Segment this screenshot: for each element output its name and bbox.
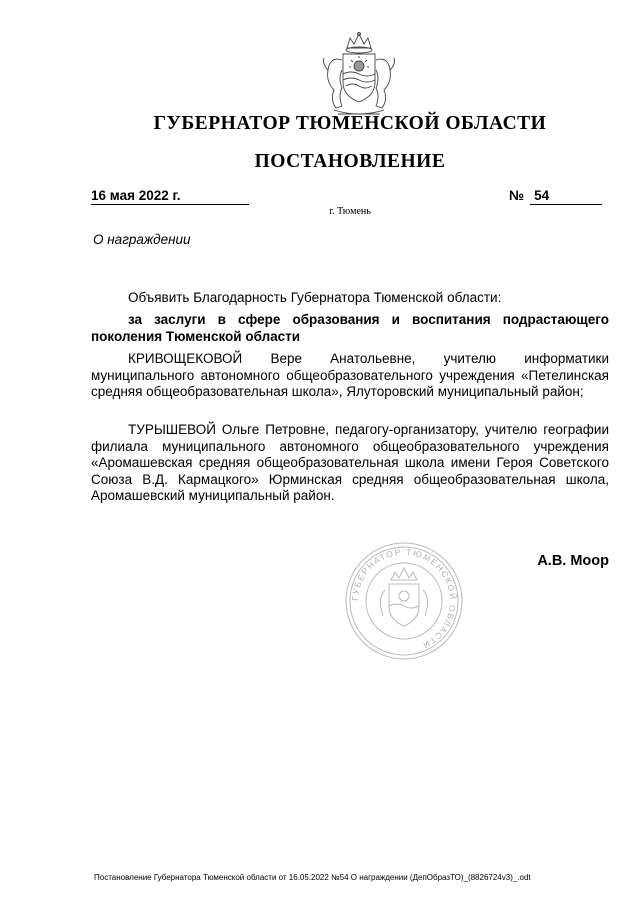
- paragraph-announcement: Объявить Благодарность Губернатора Тюменской области:: [128, 290, 502, 305]
- governor-title: ГУБЕРНАТОР ТЮМЕНСКОЙ ОБЛАСТИ: [153, 113, 547, 134]
- paragraph-awardee-2: ТУРЫШЕВОЙ Ольге Петровне, педагогу-организатору, учителю географии филиала муниципального автономного общеобразовательного учреждения «Аромашевская средняя общеобразовательная школа имени Героя Советского Союза В.Д. Кармацкого» Юрминская средняя общеобразовательная школа, Аромашевский муниципальный район.: [91, 422, 609, 503]
- seal-text: ГУБЕРНАТОР ТЮМЕНСКОЙ ОБЛАСТИ: [349, 546, 459, 651]
- document-date: 16 мая 2022 г.: [91, 188, 249, 205]
- document-type-title: ПОСТАНОВЛЕНИЕ: [254, 151, 446, 172]
- document-number: [509, 188, 602, 204]
- number-label: №: [509, 188, 525, 203]
- city-label: г. Тюмень: [329, 206, 371, 217]
- signature-name: А.В. Моор: [537, 553, 609, 569]
- number-value: 54: [530, 188, 602, 205]
- coat-of-arms-icon: [316, 30, 402, 120]
- footer-filename: Постановление Губернатора Тюменской области от 16.05.2022 №54 О награждении (ДепОбразТО)_(8826724v3)_.odt: [94, 873, 531, 882]
- document-subject: О награждении: [93, 232, 191, 247]
- official-seal-icon: [343, 540, 465, 662]
- paragraph-merit: за заслуги в сфере образования и воспитания подрастающего поколения Тюменской области: [91, 312, 609, 344]
- paragraph-awardee-1: КРИВОЩЕКОВОЙ Вере Анатольевне, учителю информатики муниципального автономного общеобразовательного учреждения «Петелинская средняя общеобразовательная школа», Ялуторовский муниципальный район;: [91, 351, 609, 399]
